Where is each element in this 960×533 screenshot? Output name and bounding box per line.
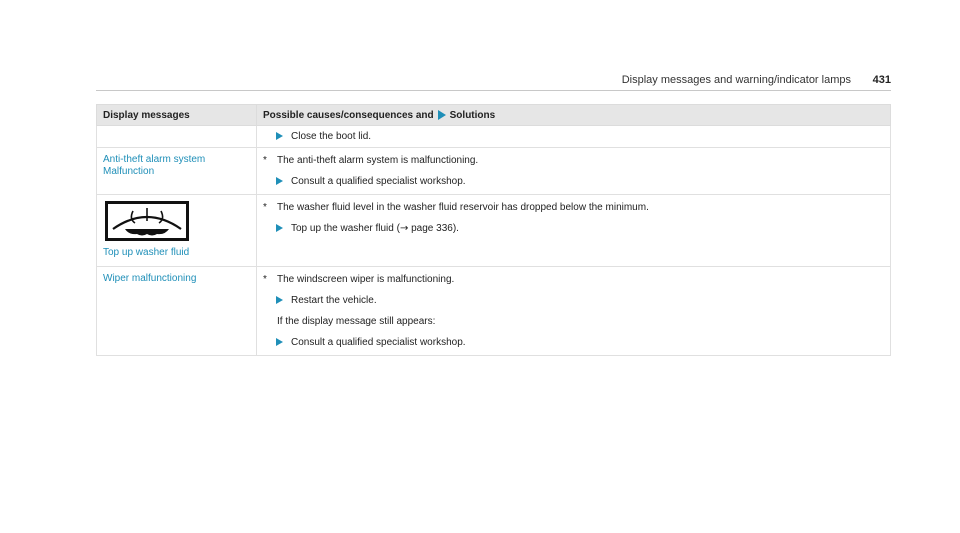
display-message-label: Wiper malfunctioning [103,273,197,284]
cause-item: * The windscreen wiper is malfunctioning. [263,274,455,285]
solution-arrow-icon [276,177,283,185]
message-cell [97,148,257,195]
table-row [97,267,891,356]
solution-step: Close the boot lid. [263,130,884,143]
solution-arrow-icon [438,110,446,120]
solution-arrow-icon [276,132,283,140]
column-header-solutions: Solutions [449,109,496,121]
solution-cell [257,267,891,356]
solution-cell [257,148,891,195]
cause-item: * The washer fluid level in the washer fluid reservoir has dropped below the minimum. [263,202,649,213]
message-cell [97,195,257,267]
page-reference-arrow-icon: → [399,223,409,234]
page-reference-link[interactable]: page 336). [411,223,459,234]
table-row [97,126,891,148]
message-cell [97,126,257,148]
column-header-causes: Possible causes/consequences and [263,109,434,121]
table-row [97,148,891,195]
column-header-causes-solutions [257,105,891,126]
solution-arrow-icon [276,296,283,304]
display-message-label: Anti-theft alarm system [103,154,206,165]
solution-step: Consult a qualified specialist workshop. [263,336,884,349]
solution-arrow-icon [276,338,283,346]
display-message-label: Top up washer fluid [103,247,190,258]
solution-step: Restart the vehicle. [263,294,884,307]
washer-fluid-icon [105,201,189,241]
message-cell [97,267,257,356]
section-title: Display messages and warning/indicator lamps [621,74,851,86]
page-header [96,74,891,91]
solution-arrow-icon [276,224,283,232]
table-header-row [97,105,891,126]
column-header-display-messages: Display messages [97,105,257,126]
cause-marker: * [263,274,267,285]
solution-cell [257,126,891,148]
solution-step: Consult a qualified specialist workshop. [263,175,884,188]
note-text: If the display message still appears: [277,316,436,327]
cause-marker: * [263,202,267,213]
display-message-label: Malfunction [103,166,155,177]
display-messages-table [96,104,891,356]
solution-step: Top up the washer fluid (→ page 336). [263,222,884,235]
table-row [97,195,891,267]
page-number: 431 [872,74,891,86]
cause-item: * The anti-theft alarm system is malfunctioning. [263,155,479,166]
solution-cell [257,195,891,267]
cause-marker: * [263,155,267,166]
